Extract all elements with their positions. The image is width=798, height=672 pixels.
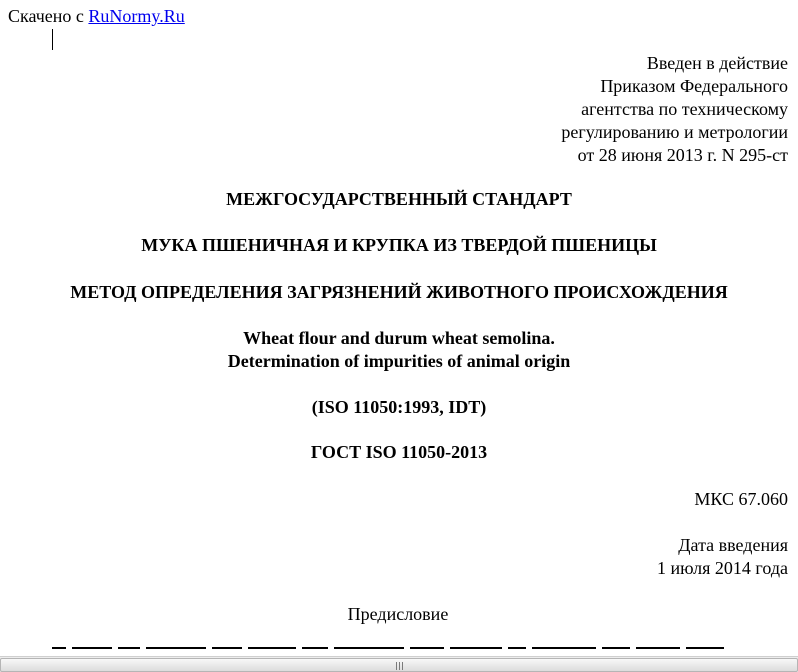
- enactment-block: [561, 52, 788, 167]
- intro-date-value: 1 июля 2014 года: [657, 558, 788, 578]
- clipped-text-line: [52, 647, 742, 651]
- enactment-line: агентства по техническому: [581, 99, 788, 119]
- title-en-line: Wheat flour and durum wheat semolina.: [243, 328, 555, 348]
- gost-number: ГОСТ ISO 11050-2013: [310, 442, 488, 462]
- download-source-line: [8, 5, 185, 27]
- intro-date-label: Дата введения: [678, 535, 788, 555]
- source-link[interactable]: RuNormy.Ru: [88, 6, 185, 26]
- enactment-line: Введен в действие: [646, 53, 788, 73]
- intro-date-block: [657, 534, 788, 580]
- method-title-ru: МЕТОД ОПРЕДЕЛЕНИЯ ЗАГРЯЗНЕНИЙ ЖИВОТНОГО ПРОИСХОЖДЕНИЯ: [70, 282, 728, 302]
- iso-reference: (ISO 11050:1993, IDT): [311, 397, 487, 417]
- enactment-line: от 28 июня 2013 г. N 295-ст: [577, 145, 788, 165]
- document-title-ru: МУКА ПШЕНИЧНАЯ И КРУПКА ИЗ ТВЕРДОЙ ПШЕНИЦЫ: [141, 235, 657, 255]
- grip-icon: [394, 662, 406, 670]
- standard-type-heading: МЕЖГОСУДАРСТВЕННЫЙ СТАНДАРТ: [226, 189, 572, 209]
- scrollbar-thumb[interactable]: [0, 658, 798, 672]
- document-title-en: [0, 327, 798, 373]
- preface-heading: Предисловие: [347, 604, 449, 624]
- enactment-line: регулированию и метрологии: [561, 122, 788, 142]
- text-cursor: [52, 29, 53, 50]
- horizontal-scrollbar[interactable]: [0, 656, 798, 672]
- title-en-line: Determination of impurities of animal origin: [227, 351, 571, 371]
- download-prefix: Скачено с: [8, 6, 89, 26]
- enactment-line: Приказом Федерального: [600, 76, 788, 96]
- mks-code: МКС 67.060: [694, 489, 788, 509]
